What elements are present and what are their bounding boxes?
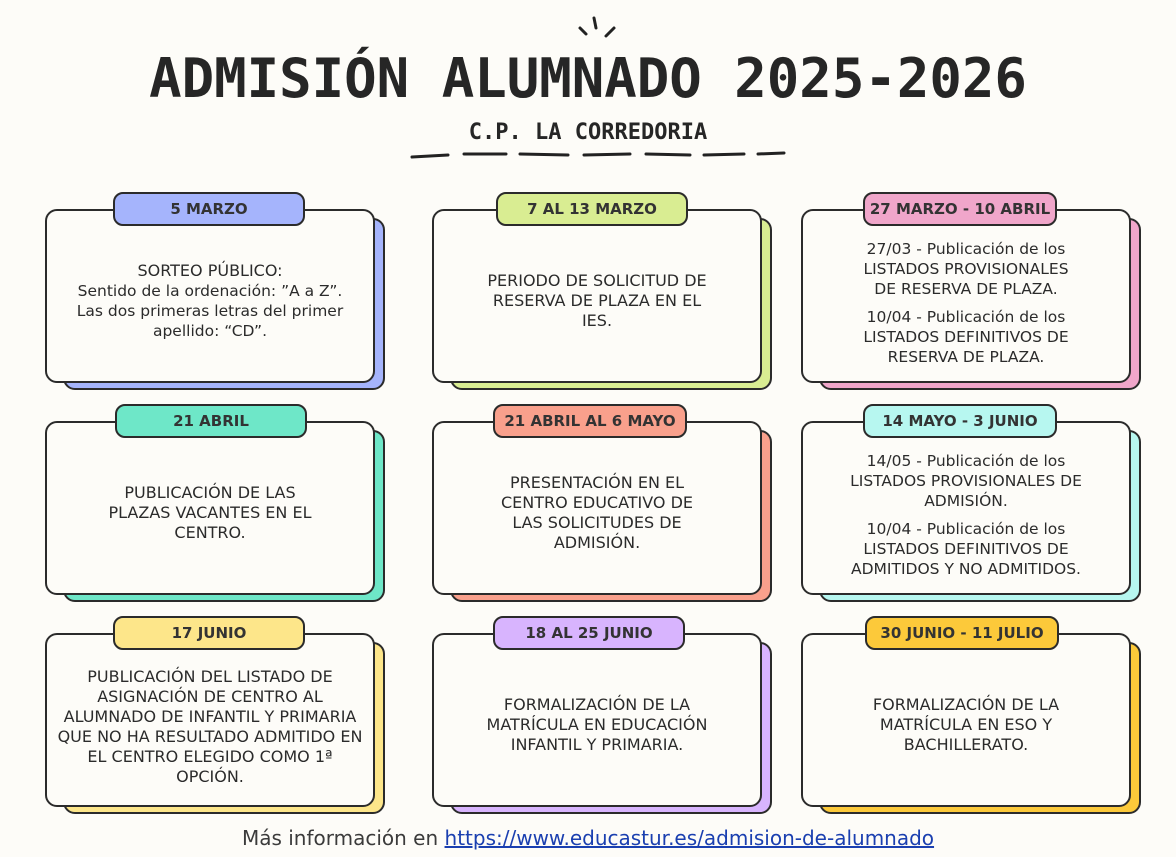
date-badge: 14 MAYO - 3 JUNIO [863, 404, 1057, 438]
timeline-card [801, 200, 1131, 385]
card-body [432, 421, 762, 595]
card-paragraph: 10/04 - Publicación de los LISTADOS DEFINITIVOS DE RESERVA DE PLAZA. [863, 308, 1069, 366]
more-info-link[interactable]: https://www.educastur.es/admision-de-alumnado [444, 826, 935, 850]
card-body [45, 633, 375, 807]
timeline-card [432, 200, 762, 385]
page-subtitle: C.P. LA CORREDORIA [468, 120, 708, 145]
card-body [801, 421, 1131, 595]
card-body [432, 209, 762, 383]
card-paragraph: 10/04 - Publicación de los LISTADOS DEFINITIVOS DE ADMITIDOS Y NO ADMITIDOS. [851, 520, 1081, 578]
card-body [801, 209, 1131, 383]
date-badge: 18 AL 25 JUNIO [493, 616, 685, 650]
timeline-card [432, 412, 762, 597]
date-badge: 27 MARZO - 10 ABRIL [863, 192, 1057, 226]
card-line: PERIODO DE SOLICITUD DE RESERVA DE PLAZA EN EL IES. [487, 271, 707, 330]
card-body [45, 421, 375, 595]
date-badge: 17 JUNIO [113, 616, 305, 650]
card-line: FORMALIZACIÓN DE LA MATRÍCULA EN ESO Y BACHILLERATO. [872, 695, 1060, 754]
date-badge: 7 AL 13 MARZO [496, 192, 688, 226]
date-badge: 21 ABRIL AL 6 MAYO [493, 404, 687, 438]
date-badge: 21 ABRIL [115, 404, 307, 438]
card-body [45, 209, 375, 383]
sparkle-icon [572, 14, 622, 44]
timeline-card [45, 412, 375, 597]
card-line: PUBLICACIÓN DEL LISTADO DE ASIGNACIÓN DE CENTRO AL ALUMNADO DE INFANTIL Y PRIMARIA QUE NO HA RESULTADO ADMITIDO EN EL CENTRO ELEGIDO COMO 1ª OPCIÓN. [57, 667, 363, 786]
card-line: Sentido de la ordenación: ”A a Z”. [77, 282, 343, 300]
dashed-underline [408, 146, 788, 164]
card-line: PUBLICACIÓN DE LAS PLAZAS VACANTES EN EL CENTRO. [108, 483, 312, 542]
card-paragraph: 14/05 - Publicación de los LISTADOS PROVISIONALES DE ADMISIÓN. [850, 452, 1082, 510]
card-line: PRESENTACIÓN EN EL CENTRO EDUCATIVO DE LAS SOLICITUDES DE ADMISIÓN. [500, 473, 694, 552]
footer [0, 823, 1176, 853]
footer-text: Más información en [241, 826, 445, 850]
page-title: ADMISIÓN ALUMNADO 2025-2026 [149, 47, 1027, 110]
card-line: FORMALIZACIÓN DE LA MATRÍCULA EN EDUCACIÓN INFANTIL Y PRIMARIA. [486, 695, 708, 754]
timeline-card [45, 200, 375, 385]
timeline-card [801, 412, 1131, 597]
card-paragraph: 27/03 - Publicación de los LISTADOS PROVISIONALES DE RESERVA DE PLAZA. [863, 240, 1069, 298]
card-line: SORTEO PÚBLICO: [137, 261, 283, 280]
date-badge: 30 JUNIO - 11 JULIO [865, 616, 1059, 650]
timeline-card [801, 624, 1131, 809]
card-line: Las dos primeras letras del primer apellido: “CD”. [76, 302, 344, 340]
card-body [432, 633, 762, 807]
date-badge: 5 MARZO [113, 192, 305, 226]
timeline-card [432, 624, 762, 809]
timeline-card [45, 624, 375, 809]
card-body [801, 633, 1131, 807]
